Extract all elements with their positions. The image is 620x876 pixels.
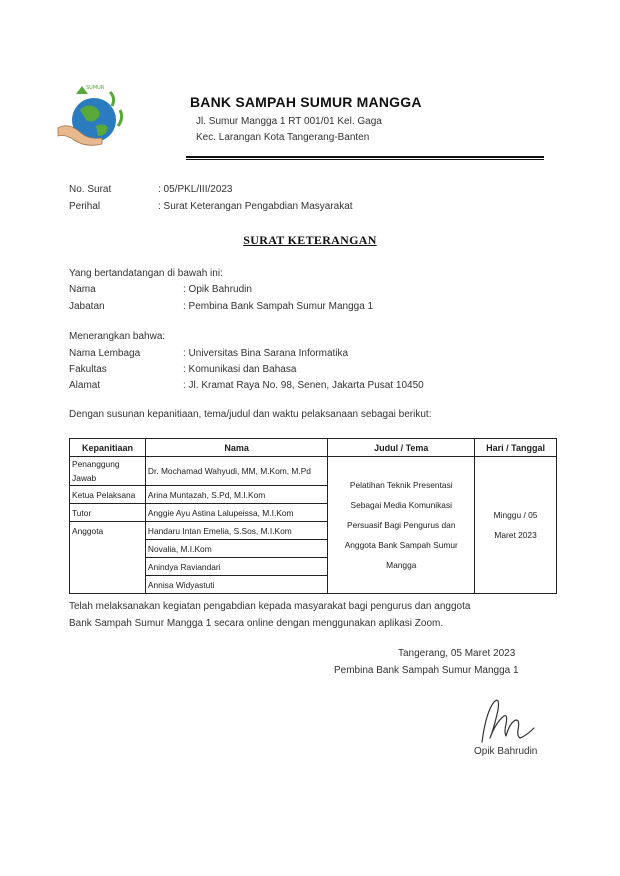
theme-cell: Pelatihan Teknik Presentasi Sebagai Media Komunikasi Persuasif Bagi Pengurus dan Anggota Bank Sampah Sumur Mangga: [328, 457, 475, 594]
role-cell: Penanggung Jawab: [70, 457, 146, 486]
faculty-label: Fakultas: [69, 364, 107, 375]
name-cell: Dr. Mochamad Wahyudi, MM, M.Kom, M.Pd: [145, 457, 328, 486]
signer-name-value: : Opik Bahrudin: [183, 284, 252, 295]
name-cell: Anggie Ayu Astina Lalupeissa, M.I.Kom: [145, 504, 328, 522]
name-cell: Anindya Raviandari: [145, 558, 328, 576]
name-cell: Handaru Intan Emelia, S.Sos, M.I.Kom: [145, 522, 328, 540]
role-cell: Ketua Pelaksana: [70, 486, 146, 504]
signature-position: Pembina Bank Sampah Sumur Mangga 1: [334, 665, 519, 676]
date-cell: Minggu / 05 Maret 2023: [475, 457, 557, 594]
org-name: BANK SAMPAH SUMUR MANGGA: [190, 94, 422, 110]
statement-intro: Menerangkan bahwa:: [69, 331, 166, 342]
committee-table: [69, 438, 557, 594]
header-date: Hari / Tanggal: [475, 439, 557, 457]
header-divider: [186, 156, 544, 158]
signer-name-label: Nama: [69, 284, 96, 295]
signer-position-label: Jabatan: [69, 301, 105, 312]
handwritten-signature: [468, 692, 548, 748]
org-logo: [50, 80, 132, 152]
address-value: : Jl. Kramat Raya No. 98, Senen, Jakarta Pusat 10450: [183, 380, 424, 391]
letter-number-value: : 05/PKL/III/2023: [158, 184, 233, 195]
header-divider-thin: [186, 159, 544, 160]
document-title: SURAT KETERANGAN: [243, 233, 377, 247]
faculty-value: : Komunikasi dan Bahasa: [183, 364, 297, 375]
signer-intro: Yang bertandatangan di bawah ini:: [69, 268, 223, 279]
table-header-row: [70, 439, 557, 457]
name-cell: Novalia, M.I.Kom: [145, 540, 328, 558]
name-cell: Annisa Widyastuti: [145, 576, 328, 594]
institution-value: : Universitas Bina Sarana Informatika: [183, 348, 349, 359]
role-cell: [70, 558, 146, 576]
globe-hand-logo-icon: [50, 80, 132, 152]
header-name: Nama: [145, 439, 328, 457]
role-cell: [70, 540, 146, 558]
header-role: Kepanitiaan: [70, 439, 146, 457]
role-cell: Tutor: [70, 504, 146, 522]
closing-line-2: Bank Sampah Sumur Mangga 1 secara online dengan menggunakan aplikasi Zoom.: [69, 618, 444, 629]
closing-line-1: Telah melaksanakan kegiatan pengabdian kepada masyarakat bagi pengurus dan anggota: [69, 601, 471, 612]
table-intro: Dengan susunan kepanitiaan, tema/judul dan waktu pelaksanaan sebagai berikut:: [69, 409, 432, 420]
institution-label: Nama Lembaga: [69, 348, 141, 359]
svg-text:SUMUR: SUMUR: [86, 85, 105, 91]
role-cell: Anggota: [70, 522, 146, 540]
letter-subject-label: Perihal: [69, 201, 101, 212]
signer-position-value: : Pembina Bank Sampah Sumur Mangga 1: [183, 301, 374, 312]
letter-number-label: No. Surat: [69, 184, 112, 195]
name-cell: Arina Muntazah, S.Pd, M.I.Kom: [145, 486, 328, 504]
signer-printed-name: Opik Bahrudin: [474, 746, 538, 757]
address-line-1: Jl. Sumur Mangga 1 RT 001/01 Kel. Gaga: [196, 116, 382, 127]
address-line-2: Kec. Larangan Kota Tangerang-Banten: [196, 132, 370, 143]
signature-icon: [468, 692, 548, 748]
letter-subject-value: : Surat Keterangan Pengabdian Masyarakat: [158, 201, 353, 212]
table-row: [70, 457, 557, 486]
signature-place-date: Tangerang, 05 Maret 2023: [398, 648, 516, 659]
header-theme: Judul / Tema: [328, 439, 475, 457]
address-label: Alamat: [69, 380, 101, 391]
role-cell: [70, 576, 146, 594]
